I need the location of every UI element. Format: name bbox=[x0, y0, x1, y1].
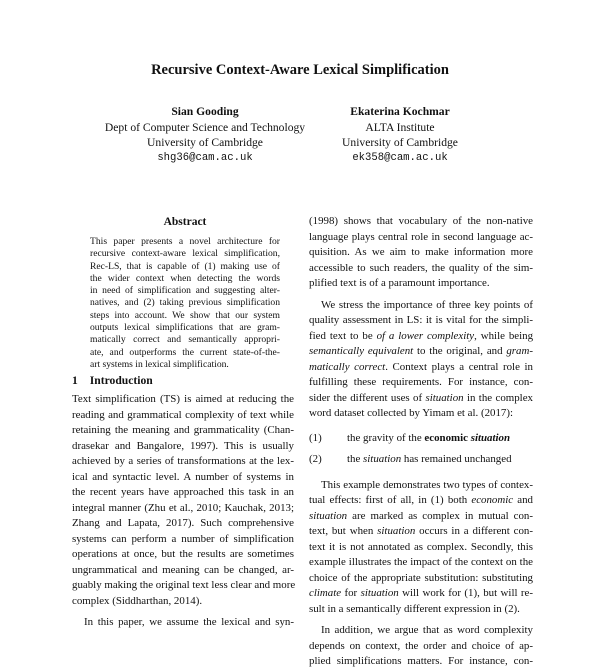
text-line: complex (Siddharthan, 2014). bbox=[72, 594, 203, 607]
text-line: choice of the appropriate substitution: substituting bbox=[309, 571, 533, 584]
text-line: tual effects: first of all, in (1) both economic and bbox=[309, 494, 533, 506]
text-line: guably making the original text less clear and more bbox=[72, 579, 296, 591]
abstract-line: in need of simplification and suggesting alter- bbox=[90, 285, 280, 297]
text-line: example illustrates the impact of the context on the bbox=[309, 556, 533, 568]
abstract-line: recursive context-aware lexical simplification, bbox=[90, 248, 280, 260]
text-line: ungrammatical and meaning can be changed, ar- bbox=[72, 563, 294, 576]
text-line: achieved by a series of transformations at the lex- bbox=[72, 455, 294, 467]
left-column bbox=[72, 392, 294, 631]
text-line: operations at once, but the results are sometimes bbox=[72, 548, 294, 560]
author-name: Ekaterina Kochmar bbox=[350, 105, 450, 118]
example-2 bbox=[309, 452, 533, 468]
text-line: climate for situation will work for (1), but will re- bbox=[309, 587, 533, 599]
text-line: integral manner (Zhu et al., 2010; Kauchak, 2013; bbox=[72, 501, 294, 514]
text-line: situation are marked as complex in mutual con- bbox=[309, 509, 533, 522]
text-line: language plays central role in second language ac- bbox=[309, 230, 533, 243]
text-line: drasekar and Bangalore, 1997). This is usually bbox=[72, 439, 294, 452]
text-line: word dataset collected by Yimam et al. (2017): bbox=[309, 407, 514, 419]
author-name: Sian Gooding bbox=[171, 105, 239, 118]
text-line: quality assessment in LS: it is vital for the simpli- bbox=[309, 314, 533, 326]
example-number: (2) bbox=[309, 453, 322, 465]
text-line: matically correct. Context plays a central role in bbox=[309, 360, 533, 373]
abstract-line: Rec-LS, that is capable of (1) making use of bbox=[90, 260, 280, 272]
example-text: the gravity of the economic situation bbox=[347, 431, 511, 444]
text-line: depends on context, the order and choice of ap- bbox=[309, 639, 533, 652]
text-line: sult in a semantically different expression in (2). bbox=[309, 602, 520, 615]
author-affiliation: ALTA Institute bbox=[365, 120, 435, 134]
abstract-line: This paper presents a novel architecture for bbox=[90, 236, 280, 247]
example-1 bbox=[309, 431, 533, 447]
abstract-line: outputs lexical simplifications that are gram- bbox=[90, 322, 280, 334]
text-line: In this paper, we assume the lexical and syn- bbox=[84, 616, 294, 628]
text-line: Zhang and Lapata, 2017). Such comprehensive bbox=[72, 517, 294, 529]
section-heading bbox=[72, 374, 153, 387]
text-line: ical and syntactic level. A number of systems in bbox=[72, 470, 294, 483]
right-column bbox=[309, 214, 533, 670]
text-line: (1998) shows that vocabulary of the non-native bbox=[309, 215, 533, 227]
text-line: reading and grammatical complexity of text while bbox=[72, 408, 294, 421]
text-line: retaining the meaning and grammaticality (Chan- bbox=[72, 424, 294, 436]
text-line: In addition, we argue that as word complexity bbox=[321, 624, 533, 636]
example-number: (1) bbox=[309, 431, 322, 444]
abstract-line: steps into account. We show that our system bbox=[90, 309, 280, 321]
text-line: This example demonstrates two types of contex- bbox=[321, 478, 533, 491]
text-line: plied simplifications matters. For instance, con- bbox=[309, 655, 533, 667]
abstract-body bbox=[90, 236, 280, 371]
text-line: plified text is of a paramount importance. bbox=[309, 277, 490, 289]
author-email: ek358@cam.ac.uk bbox=[352, 151, 448, 164]
example-text: the situation has remained unchanged bbox=[347, 453, 512, 465]
section-number: 1 bbox=[72, 374, 78, 387]
text-line: We stress the importance of three key points of bbox=[321, 298, 533, 311]
text-line: fulfilling these requirements. For instance, con- bbox=[309, 376, 533, 388]
abstract-heading: Abstract bbox=[163, 216, 207, 228]
section-title: Introduction bbox=[89, 374, 153, 387]
author-email: shg36@cam.ac.uk bbox=[157, 151, 253, 164]
text-line: semantically equivalent to the original, and gram- bbox=[309, 345, 533, 357]
author-block-1 bbox=[80, 104, 330, 166]
author-block-2 bbox=[310, 104, 490, 166]
text-line: fied text to be of a lower complexity, while being bbox=[309, 329, 534, 342]
abstract-line: the wider context when detecting the words bbox=[90, 272, 280, 284]
abstract-line: art systems in lexical simplification. bbox=[90, 358, 229, 370]
paper-title: Recursive Context-Aware Lexical Simplification bbox=[151, 62, 449, 78]
author-affiliation: Dept of Computer Science and Technology bbox=[104, 120, 306, 134]
author-institution: University of Cambridge bbox=[342, 136, 458, 149]
text-line: accessible to such readers, the quality of the sim- bbox=[309, 261, 533, 274]
text-line: sider the different uses of situation in the complex bbox=[309, 391, 533, 404]
abstract-line: matically correct and semantically appropri- bbox=[90, 334, 280, 346]
text-line: systems can perform a number of simplification bbox=[72, 532, 294, 545]
text-line: text, but when situation occurs in a different con- bbox=[309, 525, 533, 537]
abstract-line: ate, and outperforms the current state-of-the- bbox=[90, 346, 280, 358]
text-line: text it is not annotated as complex. Secondly, this bbox=[309, 540, 533, 553]
text-line: quisition. As we aim to make information more bbox=[309, 246, 533, 258]
text-line: Text simplification (TS) is aimed at reducing the bbox=[72, 393, 294, 405]
abstract-line: natives, and (2) taking previous simplification bbox=[90, 297, 280, 309]
author-institution: University of Cambridge bbox=[147, 136, 263, 149]
text-line: the recent years have approached this task in an bbox=[72, 486, 294, 498]
